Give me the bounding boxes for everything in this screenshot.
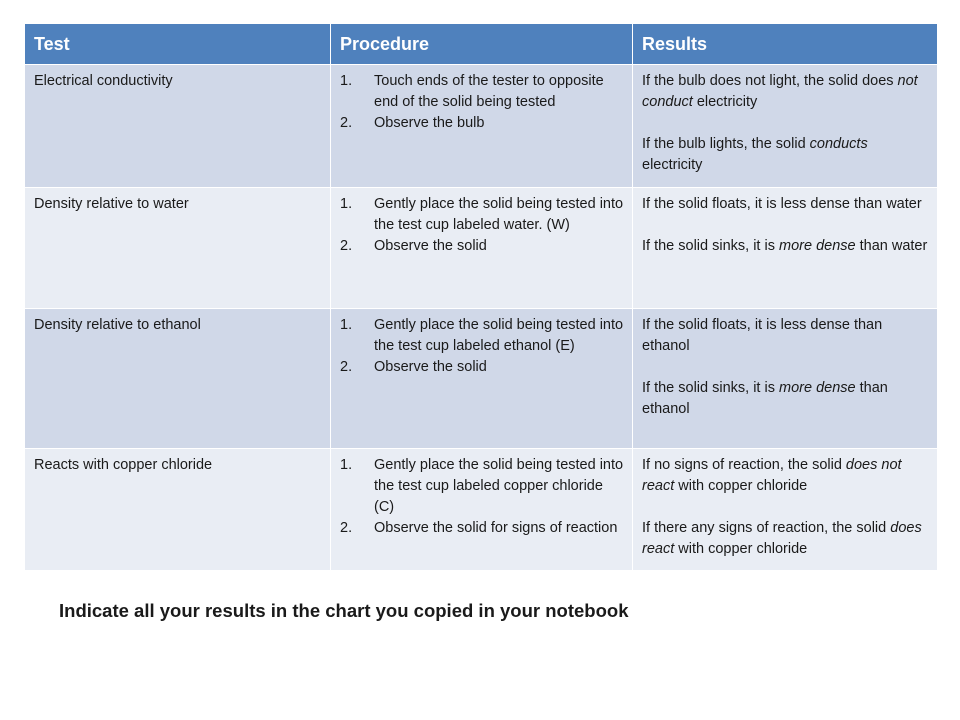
table-row (25, 65, 938, 188)
results-cell (633, 309, 938, 449)
header-test: Test (25, 24, 331, 65)
results-cell (633, 449, 938, 571)
header-procedure: Procedure (331, 24, 633, 65)
test-cell: Reacts with copper chloride (25, 449, 331, 571)
result-text: If the solid sinks, it is more dense than water (642, 238, 928, 254)
table-row (25, 188, 938, 309)
result-text: If there any signs of reaction, the solid does react with copper chloride (642, 520, 922, 557)
result-text: If the solid floats, it is less dense than water (642, 196, 922, 212)
procedure-step: 1. Touch ends of the tester to opposite end of the solid being tested (340, 73, 604, 110)
result-text: If the bulb does not light, the solid does not conduct electricity (642, 73, 918, 110)
results-cell (633, 65, 938, 188)
procedure-cell (331, 309, 633, 449)
result-text: If the solid floats, it is less dense than ethanol (642, 317, 883, 354)
procedure-steps (340, 455, 624, 539)
procedure-steps (340, 194, 624, 257)
procedure-step: 1. Gently place the solid being tested into the test cup labeled ethanol (E) (340, 317, 624, 354)
procedure-cell (331, 188, 633, 309)
procedure-cell (331, 65, 633, 188)
test-cell: Electrical conductivity (25, 65, 331, 188)
results-table (24, 23, 938, 571)
procedure-step: 2. Observe the solid (340, 238, 487, 254)
procedure-step: 1. Gently place the solid being tested into the test cup labeled copper chloride (C) (340, 457, 624, 515)
table-header-row (25, 24, 938, 65)
instruction-note: Indicate all your results in the chart you copied in your notebook (59, 600, 629, 621)
header-results: Results (633, 24, 938, 65)
procedure-step: 2. Observe the solid for signs of reaction (340, 520, 618, 536)
procedure-steps (340, 71, 624, 134)
table-row (25, 449, 938, 571)
test-cell: Density relative to water (25, 188, 331, 309)
procedure-cell (331, 449, 633, 571)
result-text: If no signs of reaction, the solid does not react with copper chloride (642, 457, 902, 494)
procedure-steps (340, 315, 624, 378)
table-row (25, 309, 938, 449)
result-text: If the solid sinks, it is more dense than ethanol (642, 380, 888, 417)
test-cell: Density relative to ethanol (25, 309, 331, 449)
result-text: If the bulb lights, the solid conducts electricity (642, 136, 868, 173)
results-cell (633, 188, 938, 309)
procedure-step: 2. Observe the bulb (340, 115, 485, 131)
procedure-step: 2. Observe the solid (340, 359, 487, 375)
procedure-step: 1. Gently place the solid being tested into the test cup labeled water. (W) (340, 196, 624, 233)
